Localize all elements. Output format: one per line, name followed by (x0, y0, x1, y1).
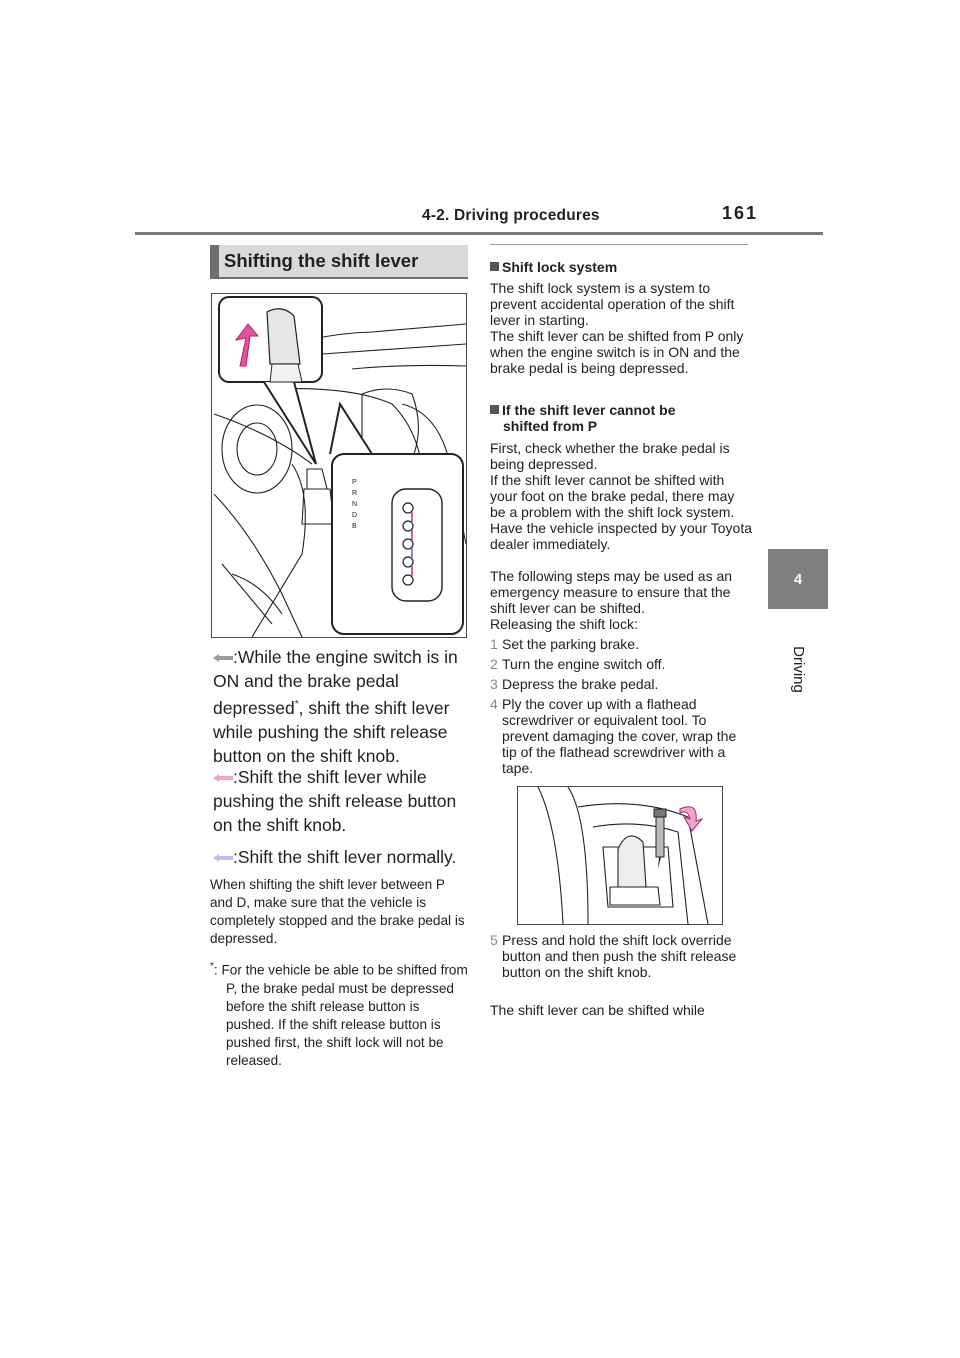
step-text: Ply the cover up with a flathead screwdriver or equivalent tool. To prevent damaging the cover, wrap the tip of the flathead screwdriver with a tape. (502, 696, 737, 776)
footnote-text: : For the vehicle be able to be shifted from P, the brake pedal must be depressed before the shift release button is pushed. If the shift release button is pushed first, the shift lock will not be released. (213, 962, 468, 1068)
legend-text-after: , shift the shift lever while pushing the shift release button on the shift knob. (213, 697, 450, 766)
step-item (490, 636, 752, 652)
step-item (490, 696, 752, 776)
step-number: 5 (490, 932, 498, 948)
screwdriver-illustration (517, 786, 723, 925)
chapter-label (768, 614, 828, 724)
square-bullet-icon (490, 262, 499, 271)
chapter-tab[interactable] (768, 549, 828, 609)
purple-arrow-icon (213, 853, 233, 863)
caution-note: When shifting the shift lever between P and D, make sure that the vehicle is completely stopped and the brake pedal is depressed. (210, 877, 465, 946)
step-number: 3 (490, 676, 498, 692)
shift-position-label: D (352, 512, 358, 519)
subheading-text: Shift lock system (502, 259, 618, 275)
shift-position-label: R (352, 490, 358, 497)
gray-arrow-icon (213, 653, 233, 663)
pink-arrow-icon (213, 773, 233, 783)
chapter-label-text: Driving (789, 645, 807, 693)
paragraph: Releasing the shift lock: (490, 616, 638, 632)
step-number: 1 (490, 636, 498, 652)
shift-position-label: N (352, 501, 358, 508)
step-text: Press and hold the shift lock override button and then push the shift release button on the shift knob. (502, 932, 737, 980)
header-divider (135, 232, 823, 235)
subheading-cannot-shift (490, 402, 750, 434)
step-text: Turn the engine switch off. (502, 656, 666, 672)
footnote (210, 958, 468, 1070)
paragraph: The shift lock system is a system to prevent accidental operation of the shift lever in starting. (490, 280, 735, 328)
section-header-title: 4-2. Driving procedures (422, 207, 600, 224)
section-heading (210, 245, 468, 279)
shift-lever-illustration (211, 293, 467, 638)
paragraph: The shift lever can be shifted from P only when the engine switch is in ON and the brake pedal is being depressed. (490, 328, 744, 376)
legend-item (213, 845, 469, 869)
step-number: 4 (490, 696, 498, 712)
legend-item (213, 645, 469, 768)
step-number: 2 (490, 656, 498, 672)
subheading-shift-lock (490, 259, 750, 275)
section-heading-text: Shifting the shift lever (224, 250, 419, 271)
shift-position-label: B (352, 523, 357, 530)
shift-position-label: P (352, 479, 357, 486)
legend-text: :While the engine switch is in ON and the brake pedal depressed (213, 647, 458, 718)
paragraph: If the shift lever cannot be shifted with your foot on the brake pedal, there may be a problem with the shift lock system. Have the vehicle inspected by your Toyota dealer immediately. (490, 472, 753, 552)
subheading-text: If the shift lever cannot be (502, 402, 676, 418)
step-item (490, 656, 752, 672)
paragraph: The shift lever can be shifted while (490, 1002, 705, 1018)
chapter-number: 4 (793, 570, 803, 588)
page-number: 161 (722, 203, 759, 223)
paragraph: First, check whether the brake pedal is being depressed. (490, 440, 730, 472)
square-bullet-icon (490, 405, 499, 414)
legend-text: :Shift the shift lever normally. (233, 847, 457, 867)
step-text: Depress the brake pedal. (502, 676, 659, 692)
step-item (490, 932, 752, 980)
step-item (490, 676, 752, 692)
step-text: Set the parking brake. (502, 636, 639, 652)
subheading-text-cont: shifted from P (503, 418, 598, 434)
cover-removal-drawing (518, 787, 722, 924)
column-divider (490, 244, 748, 245)
legend-sup: * (294, 699, 299, 710)
paragraph: The following steps may be used as an emergency measure to ensure that the shift lever can be shifted. (490, 568, 733, 616)
interior-drawing (212, 294, 466, 637)
footnote-mark: * (210, 961, 214, 972)
legend-text: :Shift the shift lever while pushing the shift release button on the shift knob. (213, 767, 457, 835)
legend-item (213, 765, 469, 837)
